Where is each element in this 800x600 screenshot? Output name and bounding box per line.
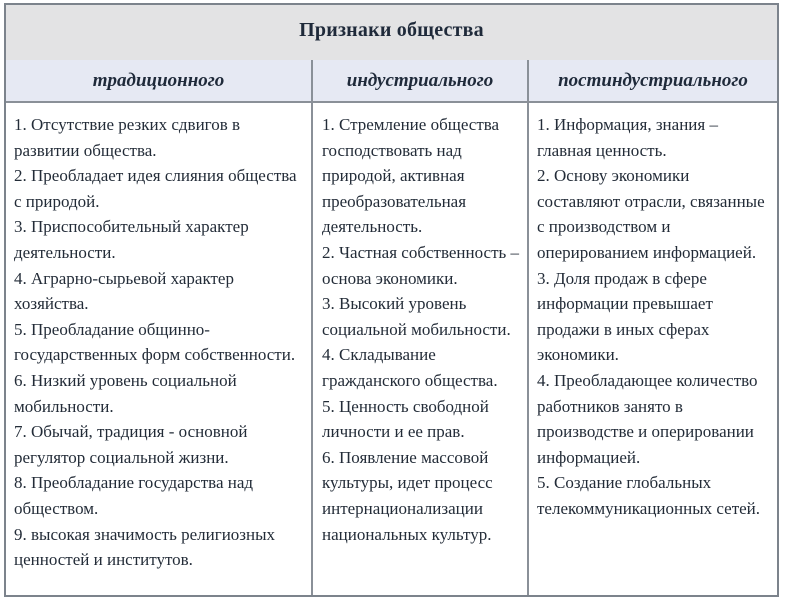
table-title-row: [6, 5, 777, 62]
list-item: 4. Преобладающее количество работников занято в производстве и оперировании информацией.: [537, 370, 758, 467]
table-body-row: [6, 103, 777, 595]
list-item: 6. Низкий уровень социальной мобильности.: [14, 370, 237, 416]
column-header-row: [6, 60, 777, 103]
list-item: 6. Появление массовой культуры, идет процесс интернационализации национальных культур.: [322, 447, 493, 544]
list-item: 5. Преобладание общинно-государственных форм собственности.: [14, 319, 296, 365]
list-item: 9. высокая значимость религиозных ценностей и институтов.: [14, 524, 276, 570]
postindustrial-features-cell: [529, 103, 777, 595]
society-features-table: [4, 3, 779, 597]
list-item: 1. Информация, знания – главная ценность.: [537, 115, 718, 160]
list-item: 5. Создание глобальных телекоммуникационных сетей.: [537, 473, 761, 518]
column-header-industrial: индустриального: [313, 60, 529, 101]
list-item: 3. Доля продаж в сфере информации превышает продажи в иных сферах экономики.: [537, 268, 713, 365]
column-header-postindustrial: постиндустриального: [558, 69, 748, 91]
list-item: 2. Частная собственность – основа экономики.: [322, 242, 520, 288]
list-item: 2. Основу экономики составляют отрасли, связанные с производством и оперированием информацией.: [537, 166, 765, 262]
list-item: 1. Отсутствие резких сдвигов в развитии общества.: [14, 115, 241, 160]
table-title: Признаки общества: [299, 19, 484, 41]
list-item: 4. Аграрно-сырьевой характер хозяйства.: [14, 268, 234, 314]
list-item: 3. Высокий уровень социальной мобильности.: [322, 294, 511, 339]
traditional-features-cell: [6, 103, 313, 595]
list-item: 2. Преобладает идея слияния общества с природой.: [14, 166, 297, 211]
list-item: 3. Приспособительный характер деятельности.: [14, 217, 249, 262]
list-item: 8. Преобладание государства над обществом.: [14, 473, 254, 518]
list-item: 7. Обычай, традиция - основной регулятор социальной жизни.: [14, 422, 248, 467]
column-header-traditional: традиционного: [6, 60, 313, 101]
list-item: 1. Стремление общества господствовать над природой, активная преобразовательная деятельность.: [322, 115, 500, 237]
list-item: 5. Ценность свободной личности и ее прав.: [322, 396, 489, 442]
industrial-features-cell: [313, 103, 529, 595]
list-item: 4. Складывание гражданского общества.: [322, 345, 498, 390]
